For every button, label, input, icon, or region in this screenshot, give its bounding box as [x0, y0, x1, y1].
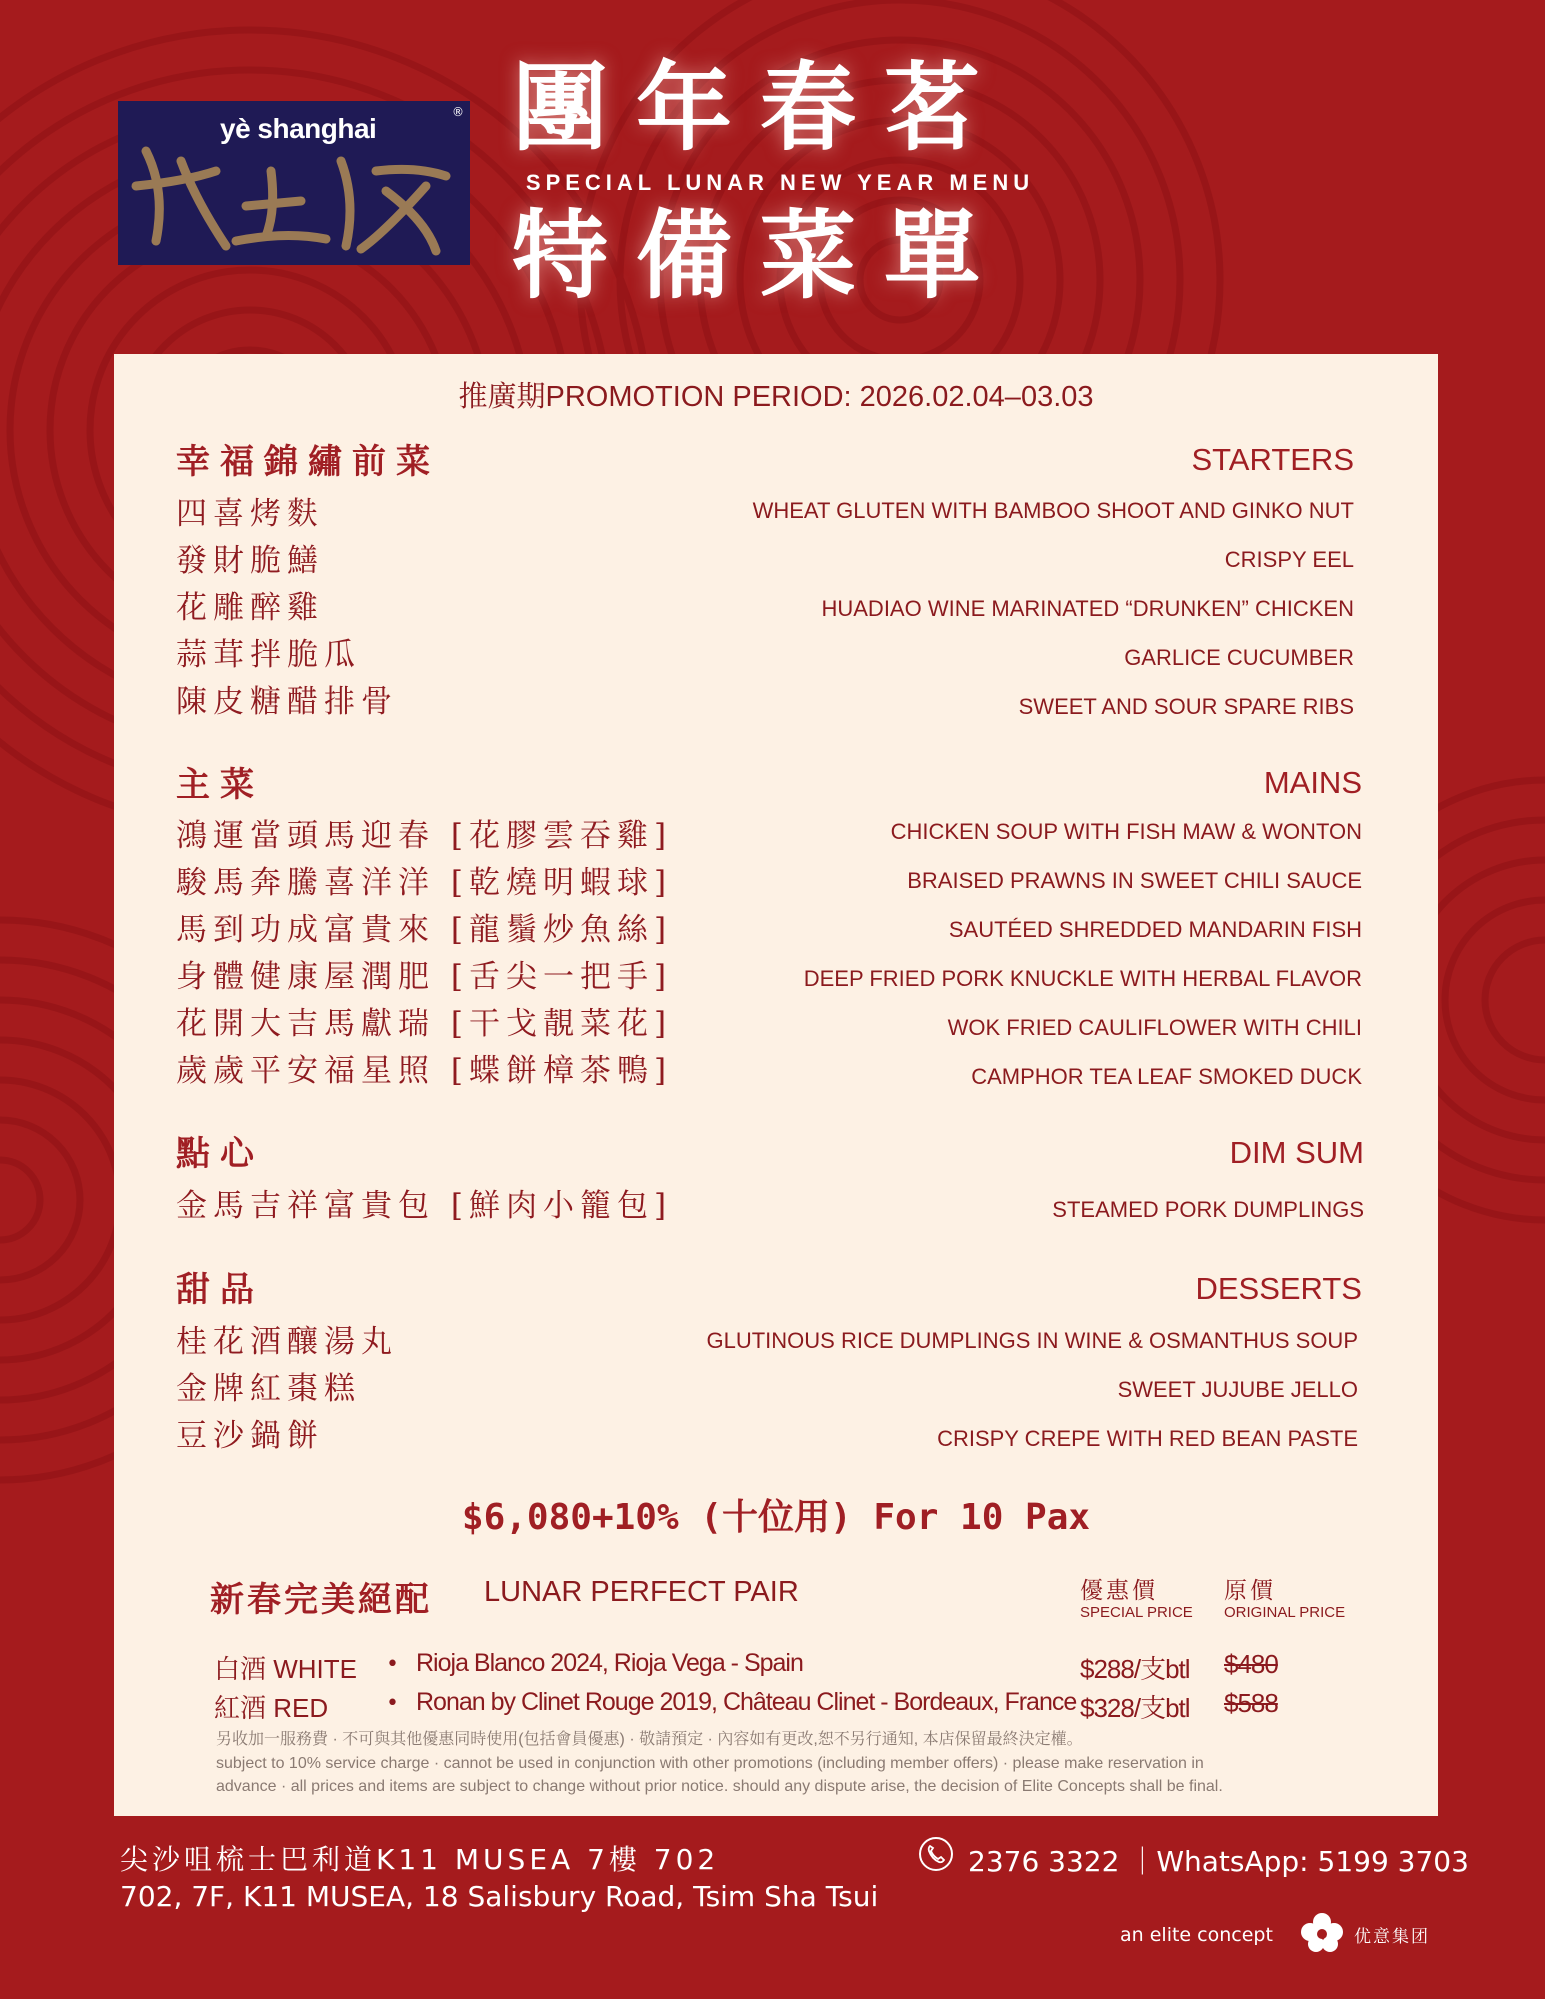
elite-concept-text: an elite concept	[1120, 1924, 1273, 1946]
menu-item-cn: 駿馬奔騰喜洋洋 [乾燒明蝦球]	[176, 865, 673, 901]
wine-label: 白酒 WHITE	[214, 1654, 357, 1684]
menu-item-cn: 桂花酒釀湯丸	[176, 1324, 398, 1360]
wine-special-price: $328/支btl	[1080, 1693, 1190, 1723]
fine-print-en-2: advance · all prices and items are subject to change without prior notice. should any dispute arise, the decision of Elite Concepts shall be final.	[216, 1778, 1223, 1795]
menu-item-en: DEEP FRIED PORK KNUCKLE WITH HERBAL FLAVOR	[803, 966, 1362, 991]
set-price: $6,080+10% (十位用) For 10 Pax	[461, 1497, 1091, 1538]
menu-item-en: STEAMED PORK DUMPLINGS	[1052, 1197, 1364, 1222]
menu-item-cn: 身體健康屋潤肥 [舌尖一把手]	[176, 959, 673, 995]
fine-print-cn: 另收加一服務費 · 不可與其他優惠同時使用(包括會員優惠) · 敬請預定 · 內容如有更改,恕不另行通知, 本店保留最終決定權。	[216, 1731, 1083, 1748]
menu-item-en: GLUTINOUS RICE DUMPLINGS IN WINE & OSMANTHUS SOUP	[706, 1328, 1358, 1353]
dimsum-heading-cn: 點心	[176, 1134, 264, 1174]
original-price-heading-cn: 原價	[1224, 1578, 1276, 1604]
menu-card	[114, 354, 1438, 1816]
menu-item-cn: 花雕醉雞	[176, 590, 324, 626]
menu-item-en: WOK FRIED CAULIFLOWER WITH CHILI	[947, 1015, 1362, 1040]
bullet: •	[386, 1652, 399, 1677]
starters-heading-en: STARTERS	[1191, 442, 1354, 477]
special-price-heading-en: SPECIAL PRICE	[1080, 1604, 1193, 1621]
registered-mark: ®	[452, 105, 464, 119]
elite-flower-logo-icon	[1292, 1910, 1352, 1956]
menu-item-en: SAUTÉED SHREDDED MANDARIN FISH	[948, 917, 1362, 942]
mains-heading-en: MAINS	[1263, 765, 1362, 800]
menu-item-cn: 馬到功成富貴來 [龍鬚炒魚絲]	[176, 912, 673, 948]
menu-item-cn: 陳皮糖醋排骨	[176, 684, 398, 720]
menu-item-cn: 四喜烤麩	[176, 496, 324, 532]
menu-item-en: GARLICE CUCUMBER	[1124, 645, 1354, 670]
menu-item-en: SWEET AND SOUR SPARE RIBS	[1018, 694, 1354, 719]
wine-name: Ronan by Clinet Rouge 2019, Château Clinet - Bordeaux, France	[416, 1688, 1077, 1716]
wine-special-price: $288/支btl	[1080, 1654, 1190, 1684]
original-price-heading-en: ORIGINAL PRICE	[1224, 1604, 1346, 1621]
logo-brand-text: yè shanghai	[220, 113, 377, 144]
pair-title-cn: 新春完美絕配	[210, 1580, 432, 1620]
menu-item-en: WHEAT GLUTEN WITH BAMBOO SHOOT AND GINKO NUT	[752, 498, 1354, 523]
menu-item-cn: 花開大吉馬獻瑞 [干戈靚菜花]	[176, 1006, 673, 1042]
menu-item-cn: 金牌紅棗糕	[176, 1371, 361, 1407]
menu-item-en: CAMPHOR TEA LEAF SMOKED DUCK	[971, 1064, 1362, 1089]
menu-item-cn: 金馬吉祥富貴包 [鮮肉小籠包]	[176, 1188, 673, 1224]
wine-original-price: $480	[1224, 1649, 1278, 1679]
bullet: •	[386, 1691, 399, 1716]
wine-original-price: $588	[1224, 1688, 1278, 1718]
menu-item-en: HUADIAO WINE MARINATED “DRUNKEN” CHICKEN	[821, 596, 1354, 621]
menu-item-cn: 蒜茸拌脆瓜	[176, 637, 361, 673]
desserts-heading-en: DESSERTS	[1195, 1271, 1362, 1306]
title-chinese-top: 團年春茗	[512, 51, 1008, 164]
phone-icon	[918, 1836, 954, 1872]
dimsum-heading-en: DIM SUM	[1229, 1135, 1364, 1170]
fine-print-en-1: subject to 10% service charge · cannot be used in conjunction with other promotions (including member offers) · please make reservation in	[216, 1755, 1204, 1772]
menu-item-cn: 鴻運當頭馬迎春 [花膠雲吞雞]	[176, 818, 673, 854]
mains-heading-cn: 主菜	[176, 765, 264, 805]
ye-shanghai-logo	[118, 101, 470, 265]
menu-item-en: SWEET JUJUBE JELLO	[1117, 1377, 1358, 1402]
wine-name: Rioja Blanco 2024, Rioja Vega - Spain	[416, 1649, 803, 1677]
menu-item-en: CHICKEN SOUP WITH FISH MAW & WONTON	[890, 819, 1362, 844]
menu-item-en: CRISPY EEL	[1224, 547, 1354, 572]
address-cn: 尖沙咀梳士巴利道K11 MUSEA 7樓 702	[120, 1843, 720, 1876]
contact-phone: 2376 3322 ｜WhatsApp: 5199 3703	[968, 1845, 1469, 1878]
menu-item-cn: 歲歲平安福星照 [蝶餅樟茶鴨]	[176, 1053, 673, 1089]
ye-shanghai-calligraphy-logo-icon	[126, 131, 456, 259]
pair-title-en: LUNAR PERFECT PAIR	[484, 1576, 799, 1608]
title-chinese-bottom: 特備菜單	[512, 199, 1008, 312]
menu-item-en: BRAISED PRAWNS IN SWEET CHILI SAUCE	[907, 868, 1362, 893]
address-en: 702, 7F, K11 MUSEA, 18 Salisbury Road, Tsim Sha Tsui	[120, 1880, 879, 1913]
wine-label: 紅酒 RED	[214, 1693, 329, 1723]
menu-item-cn: 豆沙鍋餅	[176, 1418, 324, 1454]
elite-concept-cn: 优意集团	[1354, 1927, 1430, 1947]
desserts-heading-cn: 甜品	[176, 1270, 264, 1310]
menu-item-en: CRISPY CREPE WITH RED BEAN PASTE	[937, 1426, 1358, 1451]
menu-item-cn: 發財脆鱔	[176, 543, 324, 579]
promotion-period: 推廣期PROMOTION PERIOD: 2026.02.04–03.03	[458, 381, 1094, 413]
title-english-subtitle: SPECIAL LUNAR NEW YEAR MENU	[525, 170, 1035, 195]
starters-heading-cn: 幸福錦繡前菜	[176, 442, 440, 482]
special-price-heading-cn: 優惠價	[1080, 1578, 1158, 1604]
